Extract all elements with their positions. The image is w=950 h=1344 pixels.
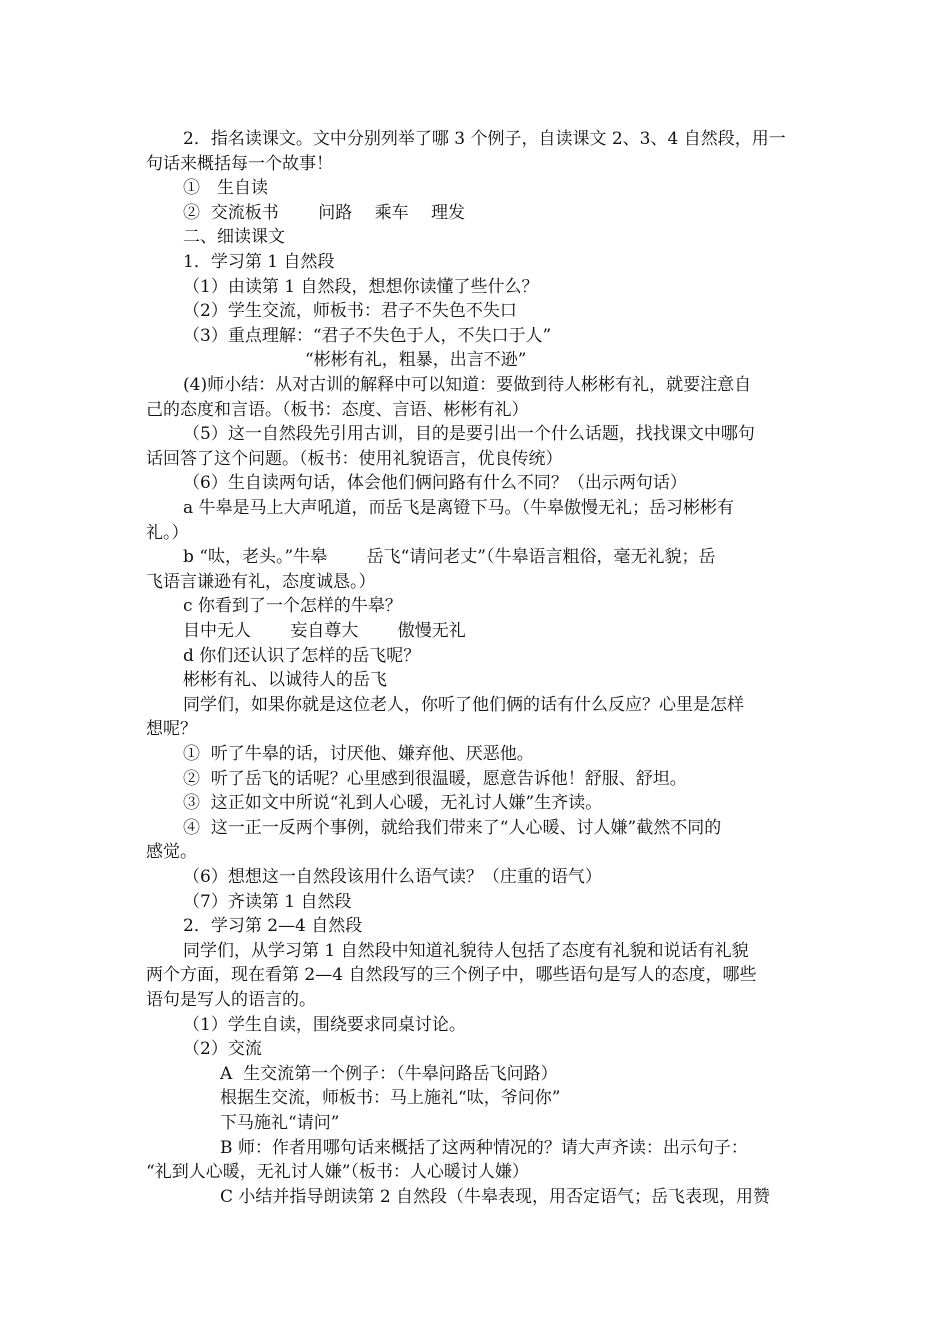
text-line: C 小结并指导朗读第 2 自然段（牛皋表现，用否定语气；岳飞表现，用赞: [220, 1187, 771, 1207]
text-line: （3）重点理解：“君子不失色于人，不失口于人”: [183, 326, 552, 346]
text-line: ② 听了岳飞的话呢？心里感到很温暖，愿意告诉他！舒服、舒坦。: [183, 769, 687, 789]
section-heading: 二、细读课文: [183, 227, 285, 247]
text-line: （2）学生交流，师板书：君子不失色不失口: [183, 301, 517, 321]
text-line: “彬彬有礼，粗暴，出言不逊”: [305, 350, 527, 370]
text-line: 彬彬有礼、以诚待人的岳飞: [183, 670, 387, 690]
text-line: 礼。）: [146, 523, 189, 543]
text-line: ④ 这一正一反两个事例，就给我们带来了“人心暖、讨人嫌”截然不同的: [183, 818, 722, 838]
text-line: a 牛皋是马上大声吼道，而岳飞是离镫下马。（牛皋傲慢无礼；岳习彬彬有: [183, 498, 735, 518]
text-line: ① 生自读: [183, 178, 268, 198]
text-line: （6）想想这一自然段该用什么语气读？（庄重的语气）: [183, 867, 602, 887]
text-line: 飞语言谦逊有礼，态度诚恳。）: [146, 572, 376, 592]
text-line: A 生交流第一个例子：（牛皋问路岳飞问路）: [220, 1064, 558, 1084]
sub-heading: 1．学习第 1 自然段: [183, 252, 335, 272]
text-line: b “呔，老头。”牛皋 岳飞“请问老丈”（牛皋语言粗俗，毫无礼貌；岳: [183, 547, 716, 567]
text-line: 根据生交流，师板书：马上施礼“呔，爷问你”: [220, 1088, 561, 1108]
text-line: ② 交流板书 问路 乘车 理发: [183, 203, 466, 223]
text-line: 语句是写人的语言的。: [146, 990, 316, 1010]
text-line: 己的态度和言语。（板书：态度、言语、彬彬有礼）: [146, 400, 529, 420]
text-line: (4)师小结：从对古训的解释中可以知道：要做到待人彬彬有礼，就要注意自: [183, 375, 752, 395]
text-line: “礼到人心暖，无礼讨人嫌”（板书：人心暖讨人嫌）: [146, 1162, 529, 1182]
text-line: 下马施礼“请问”: [220, 1113, 340, 1133]
text-line: c 你看到了一个怎样的牛皋？: [183, 596, 402, 616]
text-line: 2．指名读课文。文中分别列举了哪 3 个例子，自读课文 2、3、4 自然段，用一: [183, 129, 786, 149]
text-line: 句话来概括每一个故事！: [146, 154, 333, 174]
text-line: （2）交流: [183, 1039, 262, 1059]
text-line: ① 听了牛皋的话，讨厌他、嫌弃他、厌恶他。: [183, 744, 534, 764]
text-line: （6）生自读两句话，体会他们俩问路有什么不同？（出示两句话）: [183, 473, 687, 493]
text-line: （1）学生自读，围绕要求同桌讨论。: [183, 1015, 466, 1035]
sub-heading: 2．学习第 2—4 自然段: [183, 916, 363, 936]
text-line: （5）这一自然段先引用古训，目的是要引出一个什么话题，找找课文中哪句: [183, 424, 755, 444]
text-line: （7）齐读第 1 自然段: [183, 892, 352, 912]
text-line: 两个方面，现在看第 2—4 自然段写的三个例子中，哪些语句是写人的态度，哪些: [146, 965, 757, 985]
text-line: 同学们，从学习第 1 自然段中知道礼貌待人包括了态度有礼貌和说话有礼貌: [183, 941, 749, 961]
text-line: ③ 这正如文中所说“礼到人心暖，无礼讨人嫌”生齐读。: [183, 793, 603, 813]
text-line: B 师：作者用哪句话来概括了这两种情况的？请大声齐读：出示句子：: [220, 1138, 748, 1158]
text-line: 感觉。: [146, 842, 197, 862]
text-line: d 你们还认识了怎样的岳飞呢？: [183, 646, 421, 666]
text-line: 想呢？: [146, 719, 197, 739]
text-line: 同学们，如果你就是这位老人，你听了他们俩的话有什么反应？心里是怎样: [183, 695, 744, 715]
text-line: 目中无人 妄自尊大 傲慢无礼: [183, 621, 466, 641]
text-line: （1）由读第 1 自然段，想想你读懂了些什么？: [183, 277, 539, 297]
text-line: 话回答了这个问题。（板书：使用礼貌语言，优良传统）: [146, 449, 563, 469]
